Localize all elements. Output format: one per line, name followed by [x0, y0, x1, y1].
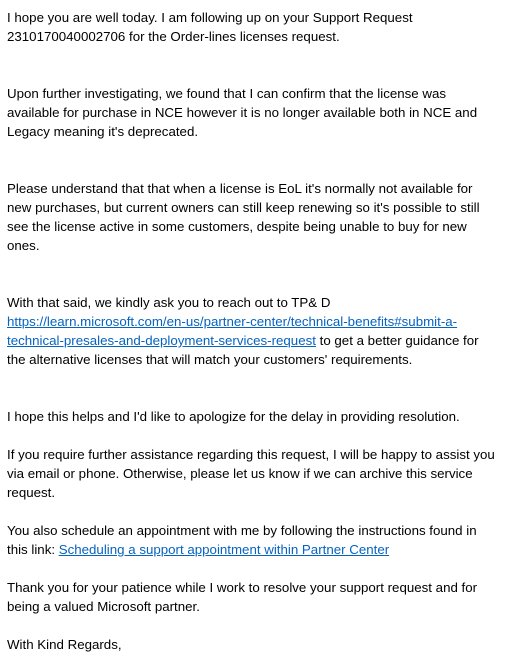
email-body [7, 8, 497, 654]
greeting-paragraph: I hope you are well today. I am following up on your Support Request 2310170040002706 for the Order-lines licenses request. [7, 10, 413, 44]
appointment-text: You also schedule an appointment with me by following the instructions found in this link: [7, 523, 477, 557]
scheduling-appointment-link[interactable]: Scheduling a support appointment within Partner Center [58, 542, 390, 557]
eol-explanation-paragraph: Please understand that that when a license is EoL it's normally not available for new purchases, but current owners can still keep renewing so it's possible to still see the license active in some customers, despite being unable to buy for new ones. [7, 181, 480, 253]
appointment-paragraph [7, 521, 497, 559]
closing-line: With Kind Regards, [7, 637, 122, 652]
contact-tpd-text-after: to get a better guidance for the alternative licenses that will match your customers' requirements. [7, 333, 479, 367]
apology-paragraph: I hope this helps and I'd like to apologize for the delay in providing resolution. [7, 409, 460, 424]
investigation-paragraph: Upon further investigating, we found that I can confirm that the license was available for purchase in NCE however it is no longer available both in NCE and Legacy meaning it's deprecated. [7, 86, 478, 139]
contact-tpd-text-before: With that said, we kindly ask you to reach out to TP& D [7, 295, 331, 310]
technical-benefits-link[interactable]: https://learn.microsoft.com/en-us/partner-center/technical-benefits#submit-a-technical-presales-and-deployment-services-request [7, 314, 458, 348]
thank-you-paragraph: Thank you for your patience while I work to resolve your support request and for being a valued Microsoft partner. [7, 580, 478, 614]
contact-tpd-paragraph [7, 293, 497, 369]
further-assistance-paragraph: If you require further assistance regarding this request, I will be happy to assist you via email or phone. Otherwise, please let us know if we can archive this service request. [7, 447, 495, 500]
